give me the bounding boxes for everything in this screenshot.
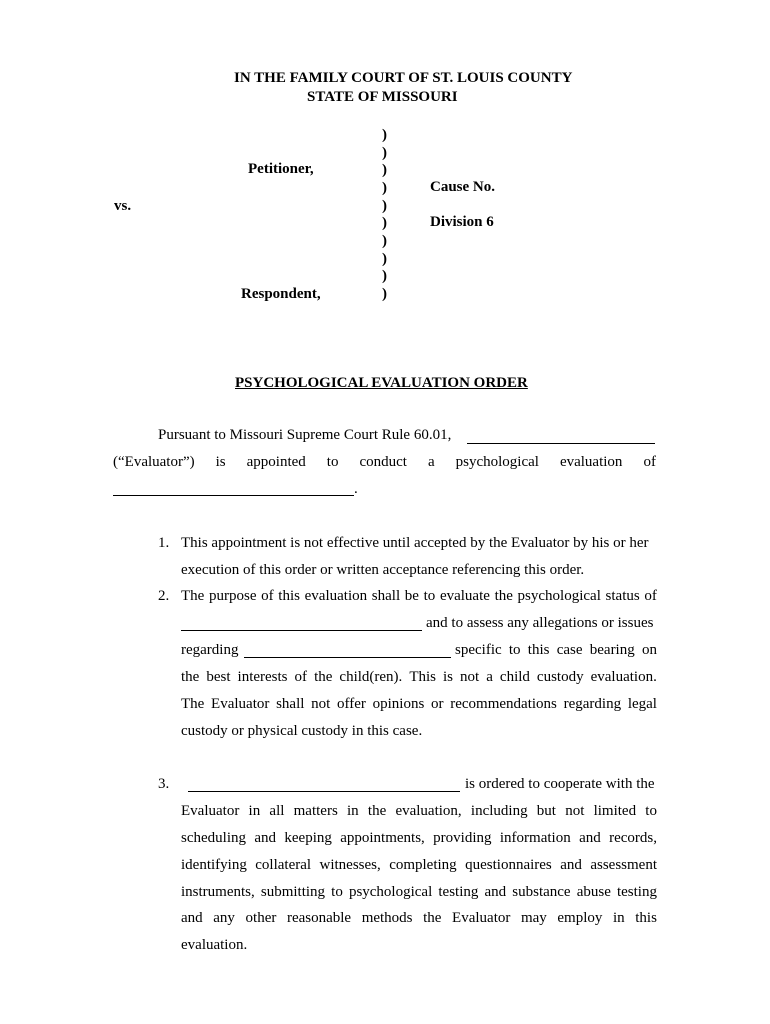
word: case [556, 642, 583, 658]
respondent-label: Respondent, [241, 286, 321, 302]
word: substance [512, 884, 571, 900]
word: evaluate [439, 588, 490, 604]
caption-paren: ) [382, 286, 387, 302]
word: shall [276, 696, 305, 712]
word: appointed [246, 454, 306, 470]
cooperating-party-blank [188, 791, 460, 792]
word: information [499, 830, 571, 846]
word: in [248, 803, 261, 819]
item-2-line-4 [181, 669, 657, 686]
caption-paren: ) [382, 198, 387, 214]
word: psychological [348, 884, 433, 900]
item-3-line-3 [181, 830, 657, 847]
word: best [206, 669, 231, 685]
word: This [409, 669, 436, 685]
word: to [326, 454, 339, 470]
word: offer [337, 696, 366, 712]
item-2-line-2: and to assess any allegations or issues [426, 615, 654, 631]
word: to [331, 884, 343, 900]
item-1-number: 1. [158, 535, 170, 551]
regarding-blank [244, 657, 451, 658]
word: other [245, 910, 277, 926]
word: purpose [208, 588, 257, 604]
word: is [443, 669, 454, 685]
word: or [431, 696, 444, 712]
word: of [294, 669, 308, 685]
item-3-line-7: evaluation. [181, 937, 248, 953]
word: to [508, 642, 521, 658]
petitioner-label: Petitioner, [248, 161, 314, 177]
word: questionnaires [465, 857, 552, 873]
caption-paren: ) [382, 215, 387, 231]
word: bearing [589, 642, 635, 658]
word: not [460, 669, 480, 685]
word: in [612, 910, 625, 926]
caption-paren: ) [382, 268, 387, 284]
word: evaluation [559, 454, 623, 470]
word: in [347, 803, 359, 819]
word: assessment [590, 857, 657, 873]
caption-paren: ) [382, 180, 387, 196]
word: on [641, 642, 657, 658]
word: shall [371, 588, 401, 604]
word: employ [557, 910, 603, 926]
word: conduct [359, 454, 407, 470]
intro-line-3-period: . [354, 481, 358, 497]
word: and [560, 857, 582, 873]
division-label: Division 6 [430, 214, 494, 230]
word: submitting [260, 884, 326, 900]
word: specific [455, 642, 502, 658]
item-3-line-6 [181, 910, 657, 927]
word: regarding [563, 696, 622, 712]
word: to [423, 588, 436, 604]
item-1-line-2: execution of this order or written acceptance referencing this order. [181, 562, 585, 578]
item-3-line-5 [181, 884, 657, 901]
word: legal [627, 696, 657, 712]
vs-label: vs. [114, 198, 132, 214]
subject-name-blank [113, 495, 354, 496]
evaluation-subject-blank [181, 630, 422, 631]
word: instruments, [181, 884, 255, 900]
word: evaluation. [590, 669, 657, 685]
word: including [470, 803, 528, 819]
word: not [565, 803, 585, 819]
word: of [261, 588, 274, 604]
item-2-line-1 [181, 588, 657, 605]
item-2-line-5 [181, 696, 657, 713]
caption-paren: ) [382, 251, 387, 267]
word: the [494, 588, 513, 604]
word: records, [609, 830, 657, 846]
word: evaluation [304, 588, 368, 604]
word: Evaluator [211, 696, 270, 712]
word: (“Evaluator”) [113, 454, 195, 470]
caption-paren: ) [382, 145, 387, 161]
item-2-line-3-after [455, 642, 657, 659]
word: of [643, 454, 656, 470]
word: a [427, 454, 435, 470]
state-heading: STATE OF MISSOURI [307, 89, 458, 105]
word: scheduling [181, 830, 246, 846]
word: may [520, 910, 547, 926]
item-3-number: 3. [158, 776, 170, 792]
word: not [311, 696, 331, 712]
item-1-line-1: This appointment is not effective until accepted by the Evaluator by his or her [181, 535, 649, 551]
word: limited [593, 803, 637, 819]
word: witnesses, [319, 857, 381, 873]
court-heading: IN THE FAMILY COURT OF ST. LOUIS COUNTY [234, 70, 573, 86]
word: psychological [517, 588, 601, 604]
word: Evaluator [181, 803, 240, 819]
caption-paren: ) [382, 127, 387, 143]
word: all [269, 803, 285, 819]
word: opinions [372, 696, 425, 712]
word: The [181, 696, 205, 712]
word: providing [433, 830, 492, 846]
word: child [499, 669, 530, 685]
word: to [645, 803, 657, 819]
word: evaluation, [395, 803, 462, 819]
word: status [605, 588, 640, 604]
word: of [644, 588, 657, 604]
item-3-line-4 [181, 857, 657, 874]
word: a [486, 669, 493, 685]
item-3-line-2 [181, 803, 657, 820]
word: collateral [255, 857, 312, 873]
word: methods [361, 910, 413, 926]
word: reasonable [286, 910, 352, 926]
word: recommendations [450, 696, 557, 712]
word: but [536, 803, 556, 819]
intro-line-2 [113, 454, 656, 471]
word: any [213, 910, 235, 926]
cause-number-label: Cause No. [430, 179, 496, 195]
word: keeping [284, 830, 332, 846]
word: appointments, [340, 830, 425, 846]
word: abuse [576, 884, 611, 900]
word: interests [237, 669, 288, 685]
word: the [423, 910, 442, 926]
word: the [367, 803, 387, 819]
word: Evaluator [452, 910, 511, 926]
word: identifying [181, 857, 247, 873]
word: the [314, 669, 333, 685]
word: matters [293, 803, 338, 819]
word: The [181, 588, 205, 604]
intro-line-1: Pursuant to Missouri Supreme Court Rule 60.01, [158, 427, 452, 443]
caption-paren: ) [382, 233, 387, 249]
document-title: PSYCHOLOGICAL EVALUATION ORDER [235, 375, 528, 391]
caption-paren: ) [382, 162, 387, 178]
word: completing [389, 857, 457, 873]
item-2-line-3-regarding: regarding [181, 642, 239, 658]
word: testing [438, 884, 479, 900]
word: is [215, 454, 226, 470]
evaluator-name-blank [467, 443, 655, 444]
word: the [181, 669, 200, 685]
word: and [484, 884, 507, 900]
item-2-line-6: custody or physical custody in this case. [181, 723, 423, 739]
word: testing [616, 884, 657, 900]
word: this [278, 588, 300, 604]
word: custody [536, 669, 584, 685]
word: this [635, 910, 657, 926]
word: and [254, 830, 277, 846]
word: psychological [455, 454, 539, 470]
item-3-line-1: is ordered to cooperate with the [465, 776, 655, 792]
word: and [579, 830, 601, 846]
word: this [527, 642, 550, 658]
word: child(ren). [339, 669, 403, 685]
word: and [181, 910, 203, 926]
item-2-number: 2. [158, 588, 170, 604]
word: be [404, 588, 419, 604]
